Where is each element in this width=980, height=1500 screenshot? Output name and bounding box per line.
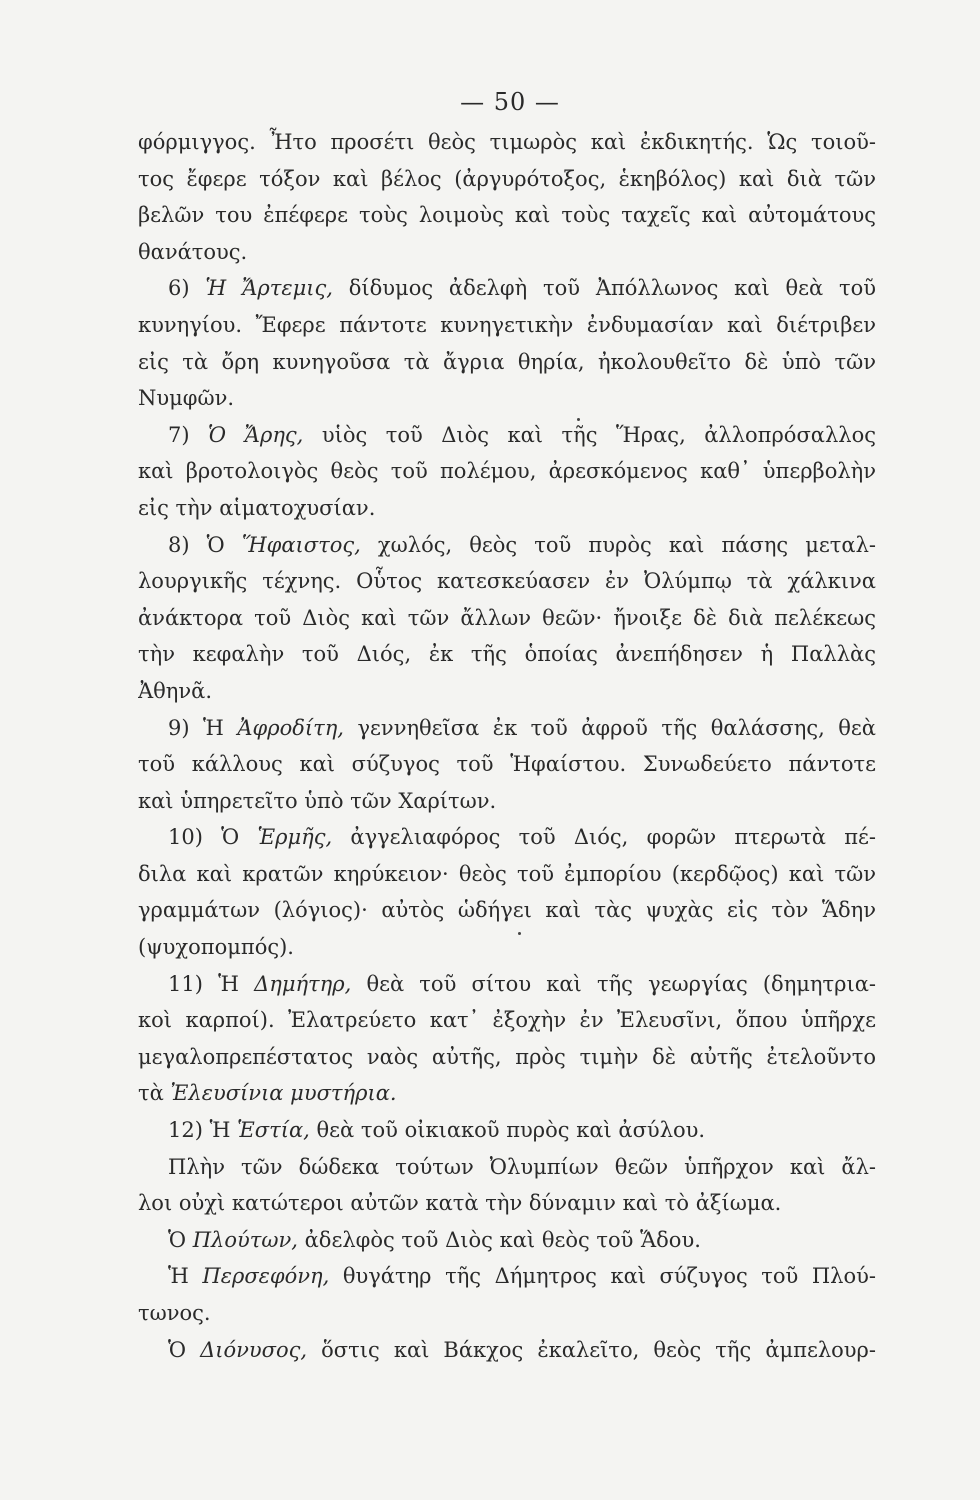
text-line [138, 1039, 876, 1076]
line-text: μεγαλοπρεπέστατος ναὸς αὐτῆς, πρὸς τιμὴν δὲ αὐτῆς ἐτελοῦντο [138, 1044, 876, 1069]
page-number: — 50 — [460, 88, 560, 116]
line-text: θανάτους. [138, 239, 248, 264]
text-line [138, 1258, 876, 1295]
text-line [138, 746, 876, 783]
line-prefix: 9) Ἡ [168, 715, 238, 740]
line-suffix: θεὰ τοῦ σίτου καὶ τῆς γεωργίας (δημητρια- [351, 971, 876, 996]
deity-name: Ἥφαιστος, [241, 532, 361, 557]
line-prefix: 10) Ὁ [168, 825, 258, 850]
deity-name: Ὁ Ἄρης, [208, 422, 304, 447]
line-prefix: 8) Ὁ [168, 532, 242, 557]
deity-name: Δημήτηρ, [254, 971, 352, 996]
deity-name: Ἡ Ἄρτεμις, [205, 276, 333, 301]
line-text: τοῦ κάλλους καὶ σύζυγος τοῦ Ἡφαίστου. Συνωδεύετο πάντοτε [138, 752, 876, 777]
line-text: κοὶ καρποί). Ἐλατρεύετο κατ᾽ ἐξοχὴν ἐν Ἐλευσῖνι, ὅπου ὑπῆρχε [138, 1008, 876, 1033]
line-suffix: δίδυμος ἀδελφὴ τοῦ Ἀπόλλωνος καὶ θεὰ τοῦ [332, 276, 876, 301]
line-text: ἀνάκτορα τοῦ Διὸς καὶ τῶν ἄλλων θεῶν· ἤνοιξε δὲ διὰ πελέκεως [138, 605, 876, 630]
line-text: Πλὴν τῶν δώδεκα τούτων Ὀλυμπίων θεῶν ὑπῆρχον καὶ ἄλ- [168, 1154, 876, 1179]
deity-name: Διόνυσος, [200, 1337, 308, 1362]
text-line [138, 490, 876, 527]
deity-name: Ἀφροδίτη, [237, 715, 344, 740]
body-text [138, 124, 876, 1368]
deity-name: Πλούτων, [192, 1227, 298, 1252]
line-text: εἰς τὴν αἱματοχυσίαν. [138, 495, 376, 520]
line-prefix: 11) Ἡ [168, 971, 255, 996]
line-text: Νυμφῶν. [138, 386, 235, 411]
line-text: τὴν κεφαλὴν τοῦ Διός, ἐκ τῆς ὁποίας ἀνεπήδησεν ἡ Παλλὰς [138, 642, 876, 667]
line-text: εἰς τὰ ὄρη κυνηγοῦσα τὰ ἄγρια θηρία, ἠκολουθεῖτο δὲ ὑπὸ τῶν [138, 349, 876, 374]
line-prefix: 6) [168, 276, 206, 301]
line-suffix: υἱὸς τοῦ Διὸς καὶ τῆς Ἥρας, ἀλλοπρόσαλλος [303, 422, 876, 447]
deity-name: Περσεφόνη, [202, 1264, 330, 1289]
line-text: κυνηγίου. Ἔφερε πάντοτε κυνηγετικὴν ἐνδυμασίαν καὶ διέτριβεν [138, 312, 876, 337]
line-text: λουργικῆς τέχνης. Οὗτος κατεσκεύασεν ἐν Ὀλύμπῳ τὰ χάλκινα [138, 569, 876, 594]
text-line [138, 161, 876, 198]
line-prefix: τὰ [138, 1081, 171, 1106]
text-line [138, 1295, 876, 1332]
line-text: Ἀθηνᾶ. [138, 678, 213, 703]
line-text: (ψυχοπομπός). [138, 935, 294, 960]
line-text: λοι οὐχὶ κατώτεροι αὐτῶν κατὰ τὴν δύναμιν καὶ τὸ ἀξίωμα. [138, 1191, 782, 1216]
text-line [138, 1149, 876, 1186]
line-text: τωνος. [138, 1301, 211, 1325]
text-line [138, 636, 876, 673]
text-line [138, 344, 876, 381]
text-line [138, 417, 876, 454]
line-prefix: Ὁ [168, 1227, 193, 1252]
line-prefix: 12) Ἡ [168, 1118, 238, 1143]
line-suffix: θεὰ τοῦ οἰκιακοῦ πυρὸς καὶ ἀσύλου. [309, 1118, 706, 1143]
line-suffix: ἀγγελιαφόρος τοῦ Διός, φορῶν πτερωτὰ πέ- [332, 825, 876, 850]
text-line [138, 1002, 876, 1039]
line-suffix: γεννηθεῖσα ἐκ τοῦ ἀφροῦ τῆς θαλάσσης, θεὰ [344, 715, 876, 740]
line-text: καὶ βροτολοιγὸς θεὸς τοῦ πολέμου, ἀρεσκόμενος καθ᾽ ὑπερβολὴν [138, 459, 876, 484]
text-line [138, 1222, 876, 1259]
line-suffix: ἀδελφὸς τοῦ Διὸς καὶ θεὸς τοῦ Ἅδου. [297, 1227, 701, 1252]
line-text: φόρμιγγος. Ἦτο προσέτι θεὸς τιμωρὸς καὶ ἐκδικητής. Ὡς τοιοῦ- [138, 130, 876, 154]
text-line [138, 600, 876, 637]
text-line [138, 710, 876, 747]
text-line [138, 270, 876, 307]
text-line [138, 856, 876, 893]
text-line [138, 527, 876, 564]
text-line [138, 307, 876, 344]
text-line [138, 380, 876, 417]
text-line [138, 124, 876, 161]
line-suffix: θυγάτηρ τῆς Δήμητρος καὶ σύζυγος τοῦ Πλού- [329, 1264, 876, 1289]
line-text: βελῶν του ἐπέφερε τοὺς λοιμοὺς καὶ τοὺς ταχεῖς καὶ αὐτομάτους [138, 203, 876, 228]
text-line [138, 673, 876, 710]
text-line [138, 197, 876, 234]
text-line [138, 966, 876, 1003]
text-line [138, 929, 876, 966]
text-line [138, 1185, 876, 1222]
deity-name: Ἑστία, [237, 1118, 310, 1143]
deity-name: Ἐλευσίνια μυστήρια. [170, 1081, 397, 1106]
line-suffix: χωλός, θεὸς τοῦ πυρὸς καὶ πάσης μεταλ- [360, 532, 876, 557]
text-line [138, 783, 876, 820]
print-speck [518, 932, 521, 935]
text-line [138, 819, 876, 856]
print-speck [577, 418, 580, 421]
line-prefix: 7) [168, 422, 209, 447]
line-text: γραμμάτων (λόγιος)· αὐτὸς ὡδήγει καὶ τὰς ψυχὰς εἰς τὸν Ἅδην [138, 898, 876, 923]
text-line [138, 563, 876, 600]
text-line [138, 1332, 876, 1369]
text-line [138, 234, 876, 271]
text-line [138, 1075, 876, 1112]
line-suffix: ὅστις καὶ Βάκχος ἐκαλεῖτο, θεὸς τῆς ἀμπελουρ- [307, 1337, 876, 1362]
line-text: καὶ ὑπηρετεῖτο ὑπὸ τῶν Χαρίτων. [138, 788, 497, 813]
line-prefix: Ἡ [168, 1264, 203, 1289]
line-prefix: Ὁ [168, 1337, 201, 1362]
text-line [138, 453, 876, 490]
text-line [138, 892, 876, 929]
text-line [138, 1112, 876, 1149]
deity-name: Ἑρμῆς, [257, 825, 333, 850]
line-text: τος ἔφερε τόξον καὶ βέλος (ἀργυρότοξος, ἑκηβόλος) καὶ διὰ τῶν [138, 166, 876, 191]
line-text: διλα καὶ κρατῶν κηρύκειον· θεὸς τοῦ ἐμπορίου (κερδῷος) καὶ τῶν [138, 861, 876, 886]
